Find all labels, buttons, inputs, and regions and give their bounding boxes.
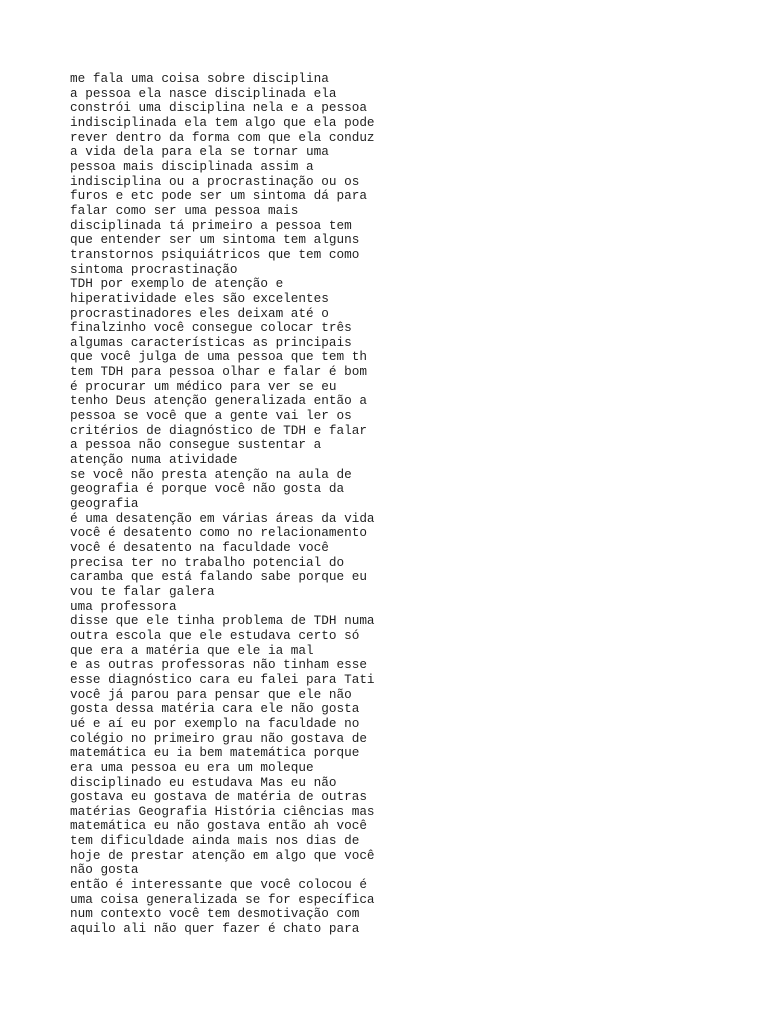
- transcript-line: então é interessante que você colocou é: [70, 877, 367, 893]
- transcript-line: você é desatento na faculdade você: [70, 540, 329, 555]
- transcript-line: você é desatento como no relacionamento: [70, 525, 367, 541]
- transcript-line: geografia é porque você não gosta da: [70, 481, 345, 497]
- transcript-line: atenção numa atividade: [70, 452, 238, 468]
- transcript-line: e as outras professoras não tinham esse: [70, 657, 367, 673]
- transcript-line: algumas características as principais: [70, 334, 352, 350]
- transcript-line: se você não presta atenção na aula de: [70, 466, 352, 482]
- transcript-line: uma professora: [70, 598, 177, 614]
- transcript-line: não gosta: [70, 862, 139, 878]
- transcript-line: finalzinho você consegue colocar três: [70, 320, 352, 336]
- transcript-line: furos e etc pode ser um sintoma dá para: [70, 188, 367, 204]
- transcript-line: disse que ele tinha problema de TDH numa: [70, 613, 375, 629]
- transcript-line: rever dentro da forma com que ela conduz: [70, 129, 375, 145]
- transcript-line: precisa ter no trabalho potencial do: [70, 554, 345, 570]
- transcript-line: falar como ser uma pessoa mais: [70, 202, 299, 218]
- transcript-line: disciplinada tá primeiro a pessoa tem: [70, 217, 352, 233]
- transcript-line: você já parou para pensar que ele não: [70, 686, 352, 702]
- transcript-line: pessoa mais disciplinada assim a: [70, 158, 314, 174]
- transcript-line: indisciplinada ela tem algo que ela pode: [70, 114, 375, 130]
- transcript-text: [70, 72, 375, 937]
- transcript-line: sintoma procrastinação: [70, 261, 238, 277]
- transcript-line: tenho Deus atenção generalizada então a: [70, 393, 367, 409]
- transcript-line: uma coisa generalizada se for específica: [70, 891, 375, 907]
- transcript-line: transtornos psiquiátricos que tem como: [70, 246, 360, 262]
- transcript-line: matemática eu ia bem matemática porque: [70, 745, 360, 761]
- transcript-line: num contexto você tem desmotivação com: [70, 906, 360, 922]
- transcript-line: disciplinado eu estudava Mas eu não: [70, 774, 337, 790]
- transcript-line: a pessoa ela nasce disciplinada ela: [70, 85, 337, 101]
- transcript-line: é uma desatenção em várias áreas da vida: [70, 510, 375, 526]
- transcript-line: geografia: [70, 496, 139, 512]
- transcript-line: aquilo ali não quer fazer é chato para: [70, 921, 360, 937]
- transcript-line: tem dificuldade ainda mais nos dias de: [70, 833, 360, 849]
- transcript-line: me fala uma coisa sobre disciplina: [70, 71, 329, 86]
- transcript-line: hiperatividade eles são excelentes: [70, 290, 329, 306]
- transcript-line: procrastinadores eles deixam até o: [70, 305, 329, 321]
- transcript-line: pessoa se você que a gente vai ler os: [70, 408, 352, 424]
- transcript-line: critérios de diagnóstico de TDH e falar: [70, 422, 367, 438]
- transcript-line: TDH por exemplo de atenção e: [70, 276, 284, 292]
- transcript-line: que era a matéria que ele ia mal: [70, 642, 314, 658]
- transcript-line: que entender ser um sintoma tem alguns: [70, 232, 360, 248]
- transcript-line: era uma pessoa eu era um moleque: [70, 759, 314, 775]
- transcript-line: outra escola que ele estudava certo só: [70, 627, 360, 643]
- transcript-line: a vida dela para ela se tornar uma: [70, 144, 329, 160]
- transcript-line: hoje de prestar atenção em algo que você: [70, 847, 375, 863]
- transcript-line: ué e aí eu por exemplo na faculdade no: [70, 715, 360, 731]
- transcript-line: a pessoa não consegue sustentar a: [70, 437, 322, 453]
- transcript-line: é procurar um médico para ver se eu: [70, 378, 337, 394]
- transcript-line: caramba que está falando sabe porque eu: [70, 569, 367, 585]
- transcript-line: indisciplina ou a procrastinação ou os: [70, 173, 360, 189]
- transcript-line: gostava eu gostava de matéria de outras: [70, 789, 367, 805]
- transcript-line: que você julga de uma pessoa que tem th: [70, 349, 367, 365]
- transcript-line: esse diagnóstico cara eu falei para Tati: [70, 671, 375, 687]
- transcript-line: colégio no primeiro grau não gostava de: [70, 730, 367, 746]
- transcript-line: gosta dessa matéria cara ele não gosta: [70, 701, 360, 717]
- transcript-line: constrói uma disciplina nela e a pessoa: [70, 100, 367, 116]
- transcript-line: tem TDH para pessoa olhar e falar é bom: [70, 364, 367, 380]
- transcript-line: matérias Geografia História ciências mas: [70, 803, 375, 819]
- transcript-line: vou te falar galera: [70, 583, 215, 599]
- transcript-line: matemática eu não gostava então ah você: [70, 818, 367, 834]
